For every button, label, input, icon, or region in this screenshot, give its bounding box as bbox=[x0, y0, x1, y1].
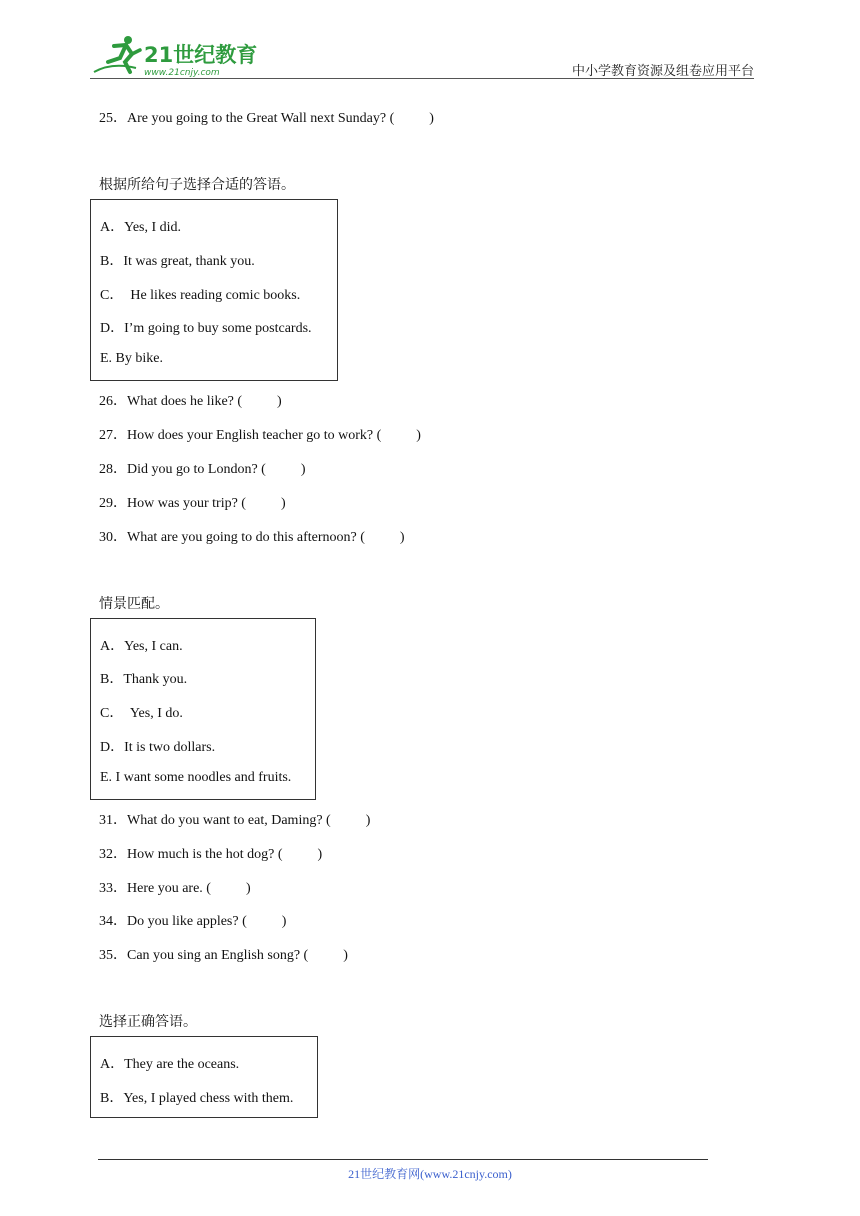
site-logo bbox=[92, 32, 262, 80]
question-28: 28．Did you go to London? ( ) bbox=[99, 462, 306, 477]
question-35: 35．Can you sing an English song? ( ) bbox=[99, 948, 348, 963]
question-31: 31．What do you want to eat, Daming? ( ) bbox=[99, 813, 371, 828]
section-2-option-box bbox=[90, 618, 316, 800]
section-1-option-d: D．I’m going to buy some postcards. bbox=[100, 321, 312, 336]
question-29: 29．How was your trip? ( ) bbox=[99, 496, 286, 511]
footer-link[interactable]: 21世纪教育网(www.21cnjy.com) bbox=[348, 1167, 512, 1181]
runner-icon bbox=[94, 36, 140, 72]
section-1-option-box bbox=[90, 199, 338, 381]
question-33: 33．Here you are. ( ) bbox=[99, 881, 251, 896]
question-32: 32．How much is the hot dog? ( ) bbox=[99, 847, 323, 862]
header-platform-text: 中小学教育资源及组卷应用平台 bbox=[571, 63, 754, 78]
section-2-option-a: A．Yes, I can. bbox=[100, 639, 183, 654]
section-1-option-e: E. By bike. bbox=[100, 351, 163, 366]
section-2-option-e: E. I want some noodles and fruits. bbox=[100, 770, 292, 785]
section-3-title: 选择正确答语。 bbox=[99, 1015, 197, 1030]
section-1-option-c: C． He likes reading comic books. bbox=[100, 288, 301, 303]
footer-divider bbox=[98, 1159, 708, 1160]
section-3-option-box bbox=[90, 1036, 318, 1118]
section-1-option-b: B．It was great, thank you. bbox=[100, 254, 255, 269]
question-30: 30．What are you going to do this afternoon? ( ) bbox=[99, 530, 405, 545]
logo-graphic bbox=[92, 32, 262, 80]
question-26: 26．What does he like? ( ) bbox=[99, 394, 282, 409]
section-3-option-b: B．Yes, I played chess with them. bbox=[100, 1091, 294, 1106]
section-2-option-c: C． Yes, I do. bbox=[100, 706, 183, 721]
question-34: 34．Do you like apples? ( ) bbox=[99, 914, 287, 929]
section-2-option-d: D．It is two dollars. bbox=[100, 740, 216, 755]
section-2-option-b: B．Thank you. bbox=[100, 672, 188, 687]
section-3-option-a: A．They are the oceans. bbox=[100, 1057, 240, 1072]
section-1-title: 根据所给句子选择合适的答语。 bbox=[99, 178, 295, 193]
logo-text: 21世纪教育 bbox=[144, 43, 258, 67]
header-divider bbox=[90, 78, 754, 79]
logo-url: www.21cnjy.com bbox=[144, 68, 220, 78]
section-1-option-a: A．Yes, I did. bbox=[100, 220, 182, 235]
question-27: 27．How does your English teacher go to work? ( ) bbox=[99, 428, 421, 443]
question-25: 25．Are you going to the Great Wall next Sunday? ( ) bbox=[99, 111, 434, 126]
section-2-title: 情景匹配。 bbox=[99, 597, 169, 612]
